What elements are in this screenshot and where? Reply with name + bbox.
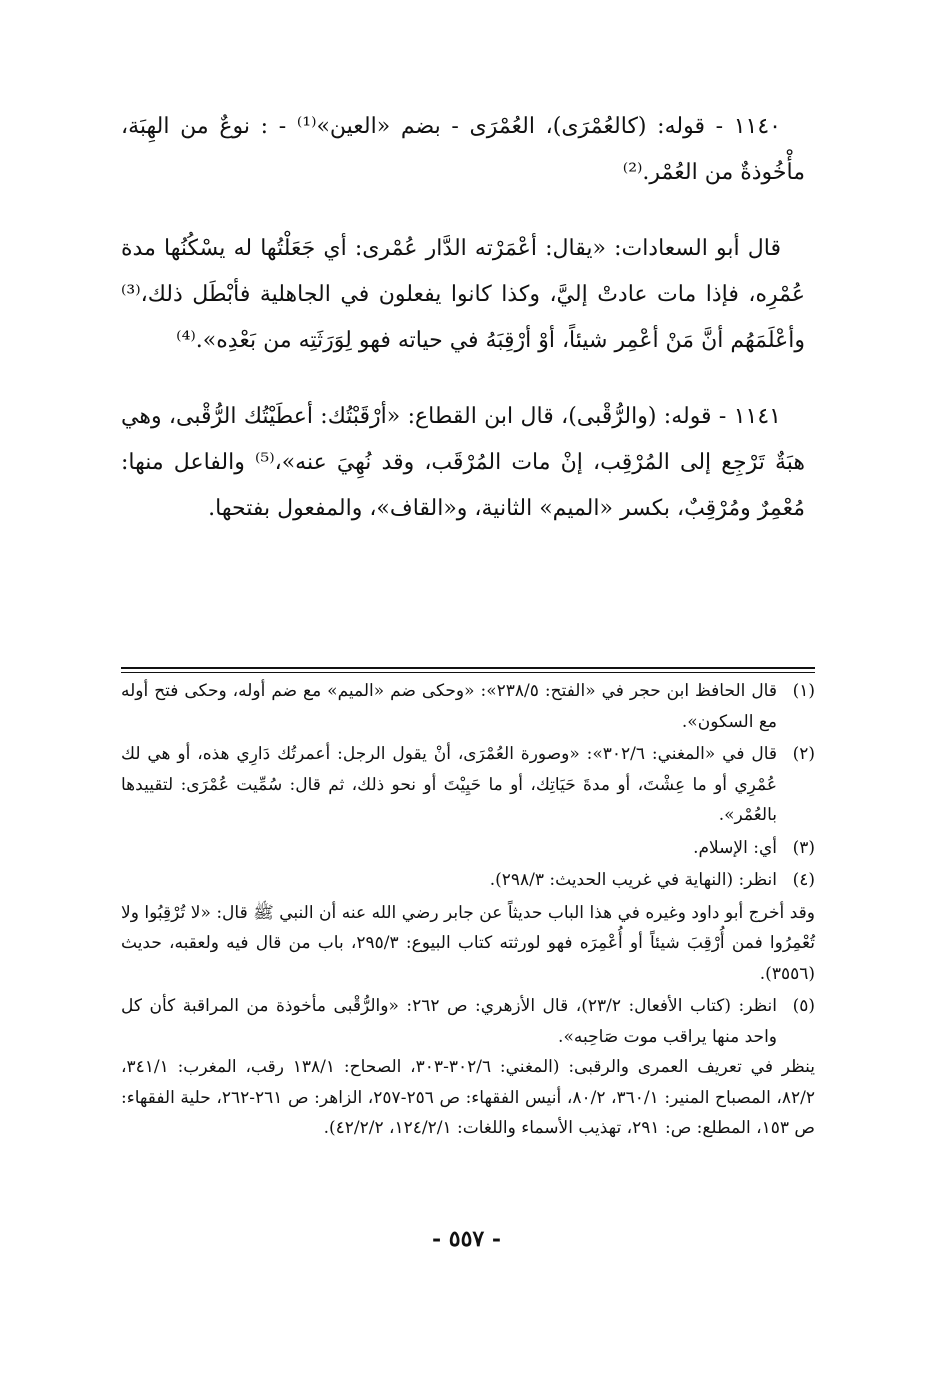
footnote-4 [121, 865, 815, 896]
footnote-2 [121, 739, 815, 831]
footnote-body [121, 991, 816, 1144]
main-text [121, 104, 805, 562]
footnote-number: (٥) [792, 996, 815, 1016]
footnote-line: أي: الإسلام. [693, 837, 777, 858]
paragraph-entry-1141: ١١٤١ - قوله: (والرُّقْبى)، قال ابن القطاع: «أرْقَبْتُك: أعطَيْتُك الرُّقْبى، وهي هبَةٌ تَرْجِع إلى المُرْقِب، إنْ مات المُرْقَب، وقد نُهِيَ عنه»،⁽⁵⁾ والفاعل منها: مُعْمِرٌ ومُرْقِبٌ، بكسر «الميم» الثانية، و«القاف»، والمفعول بفتحها. [121, 404, 805, 521]
footnote-line: انظر: (النهاية في غريب الحديث: ٢٩٨/٣). [489, 870, 777, 890]
footnotes [121, 676, 815, 1146]
footnote-line: قال في «المغني: ٣٠٢/٦»: «وصورة العُمْرَى، أنْ يقول الرجل: أعمرتُك دَارِي هذه، أو هي لك عُمْرِي أو ما عِشْتَ، أو مدةَ حَيَاتِك، أو ما حَيِيْتَ أو نحو ذلك، ثم قال: سُمِّيت عُمْرَى: لتقييدها بالعُمْر». [121, 744, 777, 825]
footnote-1 [121, 676, 815, 737]
paragraph-abu-al-saadat-quote: قال أبو السعادات: «يقال: أعْمَرْته الدَّار عُمْرى: أي جَعَلْتُها له يسْكُنُها مدة عُمْرِه، فإذا مات عادتْ إليَّ، وكذا كانوا يفعلون في الجاهلية فأبْطَل ذلك،⁽³⁾ وأعْلَمَهُم أنَّ مَنْ أعْمِر شيئاً، أوْ أرْقِبَهُ في حياته فهو لِوَرَثَتِه من بَعْدِه».⁽⁴⁾ [121, 236, 805, 353]
footnote-number: (٤) [792, 870, 815, 890]
footnote-number: (١) [792, 681, 815, 701]
footnote-number: (٣) [792, 837, 815, 858]
footnote-line: وقد أخرج أبو داود وغيره في هذا الباب حديثاً عن جابر رضي الله عنه أن النبي ﷺ قال: «لا تُرْقِبُوا ولا تُعْمِرُوا فمن أُرْقِبَ شيئاً أو أُعْمِرَه فهو لورثته كتاب البيوع: ٢٩٥/٣، باب من قال فيه ولعقبه، حديث (٣٥٥٦). [121, 902, 815, 984]
footnote-body [121, 676, 777, 737]
footnote-3 [121, 833, 815, 864]
footnote-number: (٢) [792, 744, 815, 764]
footnote-body [121, 865, 777, 896]
footnote-line: انظر: (كتاب الأفعال: ٢٣/٢)، قال الأزهري: ص ٢٦٢: «والرُّقْبى مأخوذة من المراقبة كأن كل واحد منها يراقب موت صَاحِبه». [121, 996, 778, 1047]
footnote-line: ينظر في تعريف العمرى والرقبى: (المغني: ٣٠٢/٦-٣٠٣، الصحاح: ١٣٨/١ رقب، المغرب: ٣٤١/١، ٨٢/٢، المصباح المنير: ٣٦٠/١، ٨٠/٢، أنيس الفقهاء: ص ٢٥٦-٢٥٧، الزاهر: ص ٢٦١-٢٦٢، حلية الفقهاء: ص ١٥٣، المطلع: ص: ٢٩١، تهذيب الأسماء واللغات: ١٢٤/٢/١، ٤٢/٢/٢). [121, 1057, 816, 1138]
page-number: - ٥٥٧ - [431, 1226, 502, 1252]
footnote-body [121, 739, 777, 831]
footnote-5 [121, 991, 815, 1144]
footnote-line: قال الحافظ ابن حجر في «الفتح: ٢٣٨/٥»: «وحكى ضم «الميم» مع ضم أوله، وحكى فتح أوله مع السكون». [121, 681, 777, 732]
footnote-4-continued [121, 898, 815, 990]
footnote-separator [121, 667, 815, 669]
paragraph-entry-1140: ١١٤٠ - قوله: (كالعُمْرَى)، العُمْرَى - بضم «العين»⁽¹⁾ - : نوعٌ من الهِبَة، مأْخُوذةٌ من العُمْر.⁽²⁾ [121, 114, 805, 185]
footnote-separator-thin [121, 672, 815, 673]
footnote-body [121, 833, 777, 864]
footnote-body [121, 898, 815, 990]
